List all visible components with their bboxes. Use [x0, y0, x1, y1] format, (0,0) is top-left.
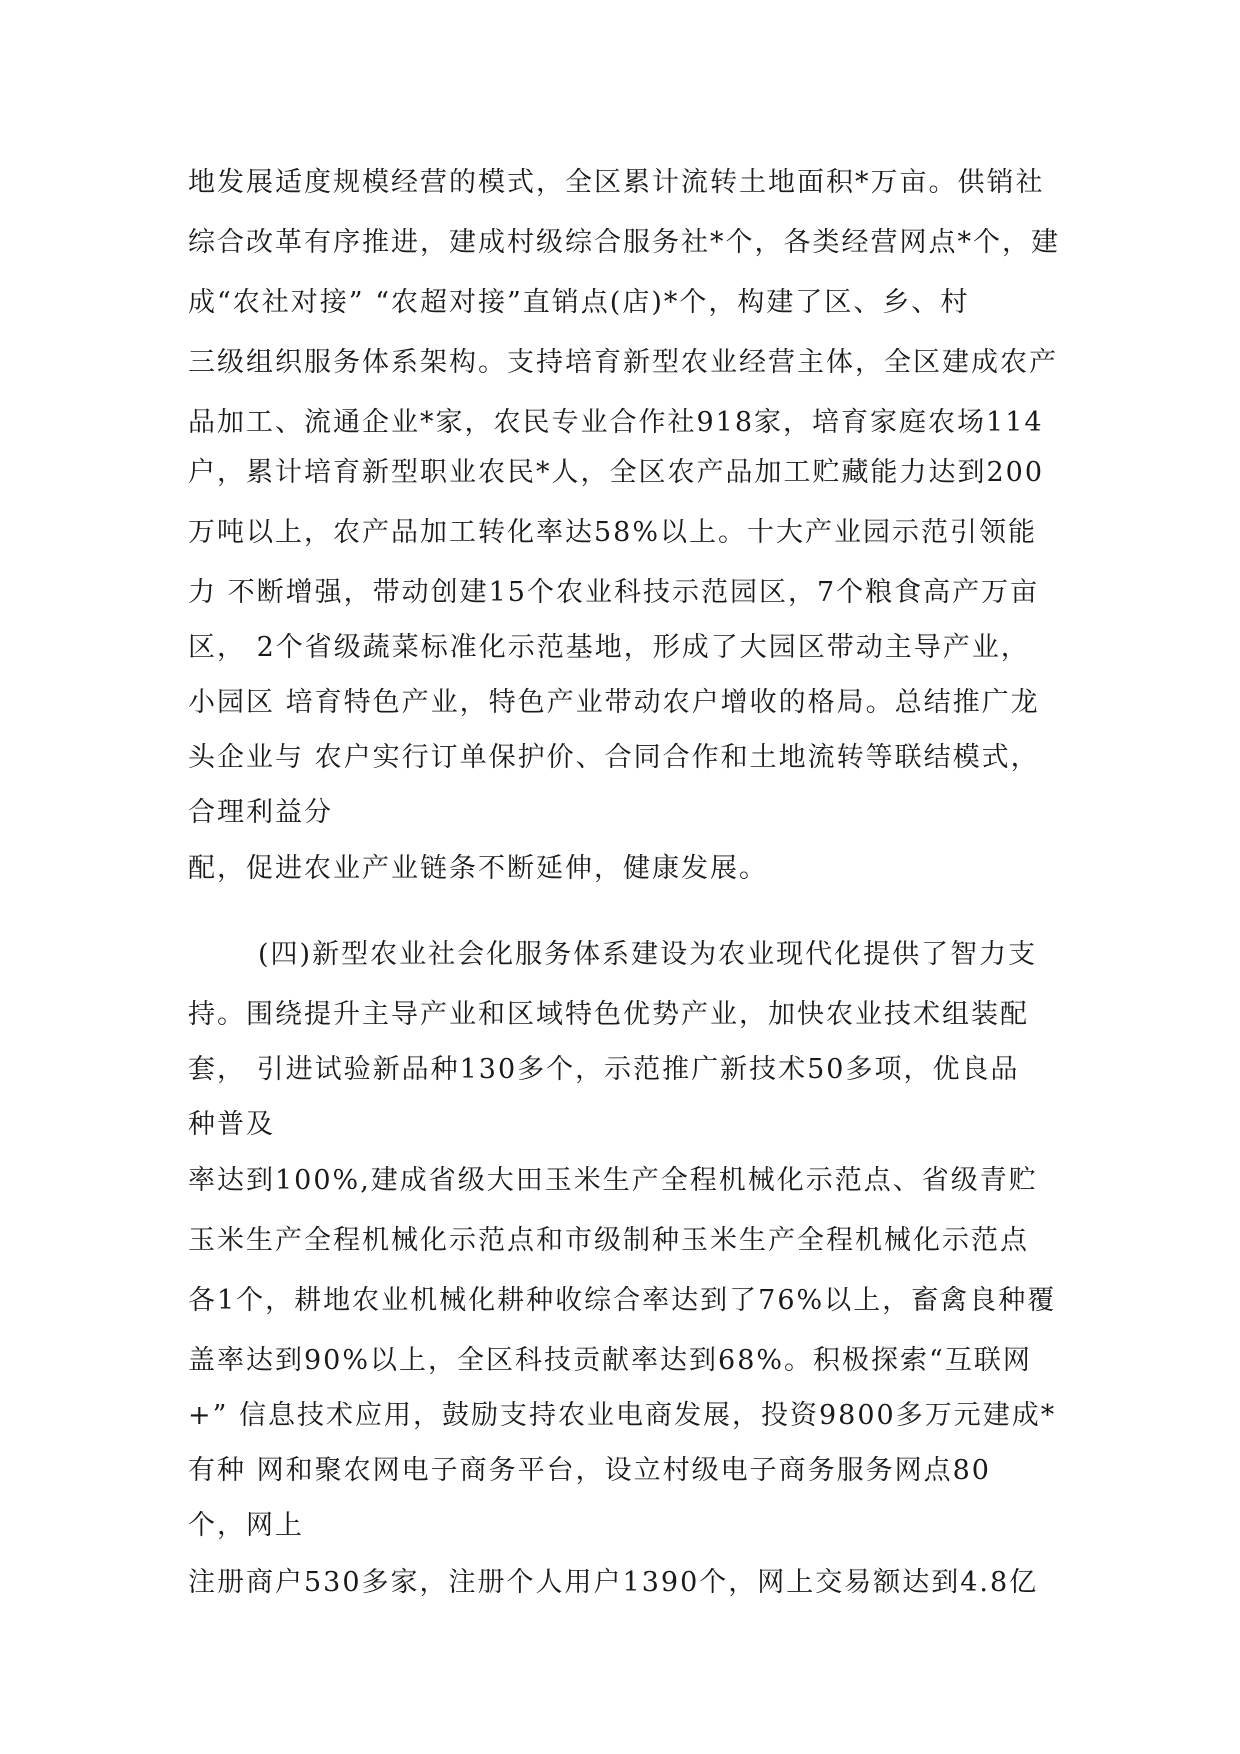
- section-heading-line: (四)新型农业社会化服务体系建设为农业现代化提供了智力支: [258, 939, 1038, 970]
- text-line: 区， 2个省级蔬菜标准化示范基地，形成了大园区带动主导产业，: [188, 632, 1030, 663]
- text-line: 注册商户530多家，注册个人用户1390个，网上交易额达到4.8亿: [188, 1567, 1039, 1598]
- text-line: 个，网上: [188, 1510, 304, 1541]
- text-line: 盖率达到90%以上，全区科技贡献率达到68%。积极探索“互联网: [188, 1345, 1032, 1376]
- text-line: 户，累计培育新型职业农民*人，全区农产品加工贮藏能力达到200: [188, 457, 1045, 488]
- text-line: 种普及: [188, 1109, 275, 1140]
- text-line: 万吨以上，农产品加工转化率达58%以上。十大产业园示范引领能: [188, 517, 1038, 548]
- text-line: 成“农社对接” “农超对接”直销点(店)*个，构建了区、乡、村: [188, 287, 970, 318]
- text-line: 三级组织服务体系架构。支持培育新型农业经营主体，全区建成农产: [188, 347, 1058, 378]
- text-line: 地发展适度规模经营的模式，全区累计流转土地面积*万亩。供销社: [188, 167, 1045, 198]
- text-line: 头企业与 农户实行订单保护价、合同合作和土地流转等联结模式，: [188, 742, 1040, 773]
- text-line: 有种 网和聚农网电子商务平台，设立村级电子商务服务网点80: [188, 1455, 991, 1486]
- text-line: +” 信息技术应用，鼓励支持农业电商发展，投资9800多万元建成*: [188, 1400, 1057, 1431]
- text-line: 玉米生产全程机械化示范点和市级制种玉米生产全程机械化示范点: [188, 1225, 1029, 1256]
- text-line: 小园区 培育特色产业，特色产业带动农户增收的格局。总结推广龙: [188, 687, 1040, 718]
- text-line: 各1个，耕地农业机械化耕种收综合率达到了76%以上，畜禽良种覆: [188, 1285, 1057, 1316]
- text-line: 持。围绕提升主导产业和区域特色优势产业，加快农业技术组装配: [188, 999, 1029, 1030]
- text-line: 综合改革有序推进，建成村级综合服务社*个，各类经营网点*个，建: [188, 227, 1060, 258]
- text-line: 力 不断增强，带动创建15个农业科技示范园区，7个粮食高产万亩: [188, 577, 1040, 608]
- text-line: 品加工、流通企业*家，农民专业合作社918家，培育家庭农场114: [188, 407, 1044, 438]
- text-line: 合理利益分: [188, 797, 333, 828]
- text-line: 配，促进农业产业链条不断延伸，健康发展。: [188, 853, 768, 884]
- text-line: 套， 引进试验新品种130多个，示范推广新技术50多项，优良品: [188, 1054, 1020, 1085]
- text-line: 率达到100%,建成省级大田玉米生产全程机械化示范点、省级青贮: [188, 1165, 1038, 1196]
